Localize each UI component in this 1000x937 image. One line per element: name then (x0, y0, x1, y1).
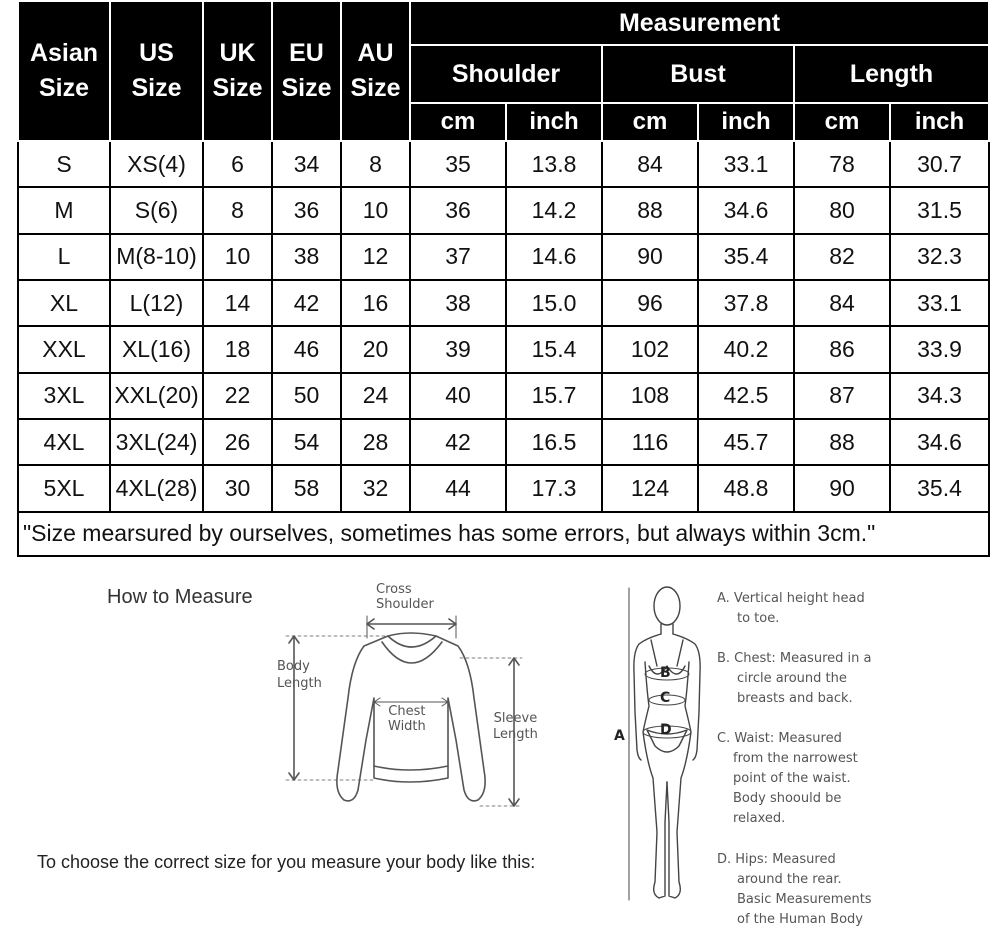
header-unit: inch (698, 103, 794, 141)
table-cell: 46 (272, 326, 341, 372)
table-cell: 10 (341, 187, 410, 233)
body-figure-icon (625, 582, 715, 912)
table-cell: 16.5 (506, 419, 602, 465)
table-cell: 30 (203, 465, 272, 511)
table-cell: 17.3 (506, 465, 602, 511)
table-cell: 40.2 (698, 326, 794, 372)
header-us-size: US Size (110, 1, 203, 141)
table-cell: 34.6 (698, 187, 794, 233)
table-cell: 4XL (18, 419, 110, 465)
table-cell: 18 (203, 326, 272, 372)
table-cell: 84 (794, 280, 890, 326)
table-cell: 34.6 (890, 419, 989, 465)
table-cell: 48.8 (698, 465, 794, 511)
body-letter-c: C (660, 690, 671, 706)
table-cell: 34.3 (890, 373, 989, 419)
table-cell: 32.3 (890, 234, 989, 280)
table-cell: L(12) (110, 280, 203, 326)
size-chart-table (17, 0, 990, 557)
table-cell: 35.4 (698, 234, 794, 280)
table-cell: 37 (410, 234, 506, 280)
table-cell: XL(16) (110, 326, 203, 372)
table-cell: 4XL(28) (110, 465, 203, 511)
body-letter-a: A (614, 728, 625, 744)
table-cell: 78 (794, 141, 890, 187)
table-row (18, 373, 989, 419)
garment-diagram-icon (270, 580, 540, 820)
table-cell: 3XL(24) (110, 419, 203, 465)
how-to-measure-title: How to Measure (107, 586, 253, 608)
table-cell: 30.7 (890, 141, 989, 187)
table-cell: 33.1 (698, 141, 794, 187)
table-cell: 5XL (18, 465, 110, 511)
header-shoulder: Shoulder (410, 45, 602, 103)
table-cell: 42 (272, 280, 341, 326)
table-cell: 58 (272, 465, 341, 511)
table-cell: XXL(20) (110, 373, 203, 419)
table-cell: 80 (794, 187, 890, 233)
header-unit: cm (410, 103, 506, 141)
header-unit: cm (794, 103, 890, 141)
table-cell: 28 (341, 419, 410, 465)
header-unit: cm (602, 103, 698, 141)
table-cell: 84 (602, 141, 698, 187)
table-row (18, 326, 989, 372)
table-cell: 10 (203, 234, 272, 280)
table-cell: 14 (203, 280, 272, 326)
table-cell: 86 (794, 326, 890, 372)
table-row (18, 465, 989, 511)
table-cell: 36 (272, 187, 341, 233)
table-cell: 13.8 (506, 141, 602, 187)
table-cell: 22 (203, 373, 272, 419)
table-cell: 88 (602, 187, 698, 233)
table-cell: 26 (203, 419, 272, 465)
table-cell: 44 (410, 465, 506, 511)
label-sleeve-length: Sleeve Length (493, 711, 538, 742)
label-chest-width: Chest Width (388, 704, 426, 734)
body-letter-b: B (660, 665, 671, 681)
table-cell: L (18, 234, 110, 280)
table-cell: 36 (410, 187, 506, 233)
size-note: "Size mearsured by ourselves, sometimes has some errors, but always within 3cm." (18, 512, 989, 556)
table-cell: 96 (602, 280, 698, 326)
table-cell: 15.4 (506, 326, 602, 372)
table-cell: 108 (602, 373, 698, 419)
table-cell: 35.4 (890, 465, 989, 511)
header-unit: inch (890, 103, 989, 141)
table-cell: 32 (341, 465, 410, 511)
table-cell: 20 (341, 326, 410, 372)
header-length: Length (794, 45, 989, 103)
header-measurement: Measurement (410, 1, 989, 45)
table-cell: 15.0 (506, 280, 602, 326)
table-cell: 3XL (18, 373, 110, 419)
table-cell: 38 (410, 280, 506, 326)
table-cell: XXL (18, 326, 110, 372)
table-cell: M (18, 187, 110, 233)
table-row (18, 280, 989, 326)
header-unit: inch (506, 103, 602, 141)
table-cell: 82 (794, 234, 890, 280)
table-cell: S (18, 141, 110, 187)
table-cell: 45.7 (698, 419, 794, 465)
table-cell: 88 (794, 419, 890, 465)
table-cell: 54 (272, 419, 341, 465)
table-cell: 14.2 (506, 187, 602, 233)
table-cell: 102 (602, 326, 698, 372)
table-cell: XS(4) (110, 141, 203, 187)
table-cell: 87 (794, 373, 890, 419)
table-row (18, 234, 989, 280)
table-cell: 90 (602, 234, 698, 280)
table-cell: 39 (410, 326, 506, 372)
table-cell: 34 (272, 141, 341, 187)
table-cell: S(6) (110, 187, 203, 233)
table-cell: 40 (410, 373, 506, 419)
table-body (18, 141, 989, 556)
table-row (18, 141, 989, 187)
legend-a: A. Vertical height head to toe. (717, 591, 865, 626)
table-cell: 42.5 (698, 373, 794, 419)
table-cell: XL (18, 280, 110, 326)
table-row (18, 187, 989, 233)
header-au-size: AU Size (341, 1, 410, 141)
header-bust: Bust (602, 45, 794, 103)
table-cell: 38 (272, 234, 341, 280)
table-cell: 50 (272, 373, 341, 419)
legend-c: C. Waist: Measured from the narrowest point of the waist. Body shoould be relaxed. (717, 731, 858, 826)
table-cell: 16 (341, 280, 410, 326)
legend-d: D. Hips: Measured around the rear. Basic Measurements of the Human Body (717, 852, 872, 927)
table-row (18, 419, 989, 465)
table-cell: 42 (410, 419, 506, 465)
table-cell: 35 (410, 141, 506, 187)
table-note-row (18, 512, 989, 556)
table-cell: 33.1 (890, 280, 989, 326)
header-asian-size: Asian Size (18, 1, 110, 141)
table-cell: 24 (341, 373, 410, 419)
table-cell: 8 (203, 187, 272, 233)
table-header (18, 1, 989, 141)
table-cell: 116 (602, 419, 698, 465)
header-uk-size: UK Size (203, 1, 272, 141)
header-eu-size: EU Size (272, 1, 341, 141)
choose-size-instruction: To choose the correct size for you measure your body like this: (37, 852, 536, 872)
table-cell: 8 (341, 141, 410, 187)
table-cell: 37.8 (698, 280, 794, 326)
table-cell: 12 (341, 234, 410, 280)
table-cell: 90 (794, 465, 890, 511)
table-cell: 14.6 (506, 234, 602, 280)
legend-b: B. Chest: Measured in a circle around the breasts and back. (717, 651, 872, 706)
table-cell: 6 (203, 141, 272, 187)
table-cell: 33.9 (890, 326, 989, 372)
label-cross-shoulder: Cross Shoulder (376, 582, 434, 612)
label-body-length: Body Length (277, 659, 322, 691)
body-letter-d: D (660, 722, 672, 738)
table-cell: 31.5 (890, 187, 989, 233)
table-cell: 15.7 (506, 373, 602, 419)
table-cell: 124 (602, 465, 698, 511)
table-cell: M(8-10) (110, 234, 203, 280)
